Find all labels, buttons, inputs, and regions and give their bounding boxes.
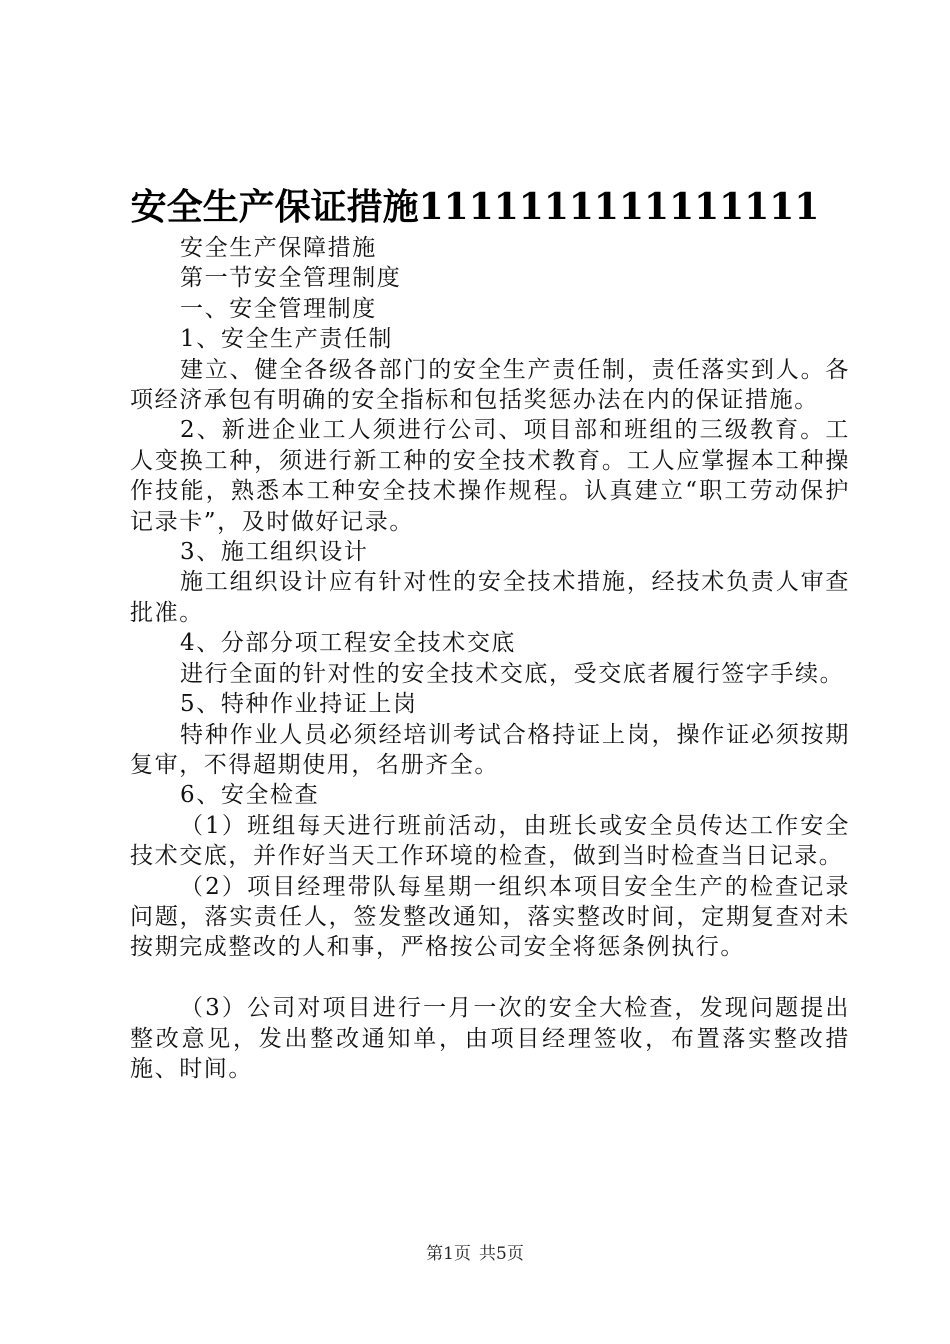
paragraph-2: 2、新进企业工人须进行公司、项目部和班组的三级教育。工人变换工种，须进行新工种的安全技术教育。工人应掌握本工种操作技能，熟悉本工种安全技术操作规程。认真建立“职工劳动保护记录卡”，及时做好记录。	[130, 417, 850, 535]
paragraph-7: （2）项目经理带队每星期一组织本项目安全生产的检查记录问题，落实责任人，签发整改通知，落实整改时间，定期复查对未按期完成整改的人和事，严格按公司安全将惩条例执行。	[130, 873, 850, 961]
item-heading-5: 5、特种作业持证上岗	[180, 691, 418, 718]
item-heading-1: 1、安全生产责任制	[180, 326, 394, 353]
section-heading: 第一节安全管理制度	[180, 265, 402, 292]
page-total: 共5页	[479, 1244, 524, 1264]
item-heading-4: 4、分部分项工程安全技术交底	[180, 630, 517, 657]
heading-guarantee-measures: 安全生产保障措施	[180, 235, 377, 261]
page-footer	[0, 1242, 950, 1266]
paragraph-3: 施工组织设计应有针对性的安全技术措施，经技术负责人审查批准。	[130, 569, 850, 626]
paragraph-4: 进行全面的针对性的安全技术交底，受交底者履行签字手续。	[180, 660, 845, 687]
page-number: 第1页	[426, 1244, 471, 1264]
paragraph-8: （3）公司对项目进行一月一次的安全大检查，发现问题提出整改意见，发出整改通知单，由项目经理签收，布置落实整改措施、时间。	[130, 995, 850, 1082]
item-heading-6: 6、安全检查	[180, 782, 320, 809]
document-body	[130, 233, 850, 1084]
paragraph-6: （1）班组每天进行班前活动，由班长或安全员传达工作安全技术交底，并作好当天工作环境的检查，做到当时检查当日记录。	[130, 812, 850, 870]
document-title: 安全生产保证措施1111111111111111	[130, 186, 820, 228]
paragraph-1: 建立、健全各级各部门的安全生产责任制，责任落实到人。各项经济承包有明确的安全指标和包括奖惩办法在内的保证措施。	[130, 356, 850, 414]
paragraph-5: 特种作业人员必须经培训考试合格持证上岗，操作证必须按期复审，不得超期使用，名册齐全。	[130, 721, 850, 778]
blank-line	[130, 963, 850, 993]
subsection-heading: 一、安全管理制度	[180, 295, 377, 322]
item-heading-3: 3、施工组织设计	[180, 539, 369, 566]
